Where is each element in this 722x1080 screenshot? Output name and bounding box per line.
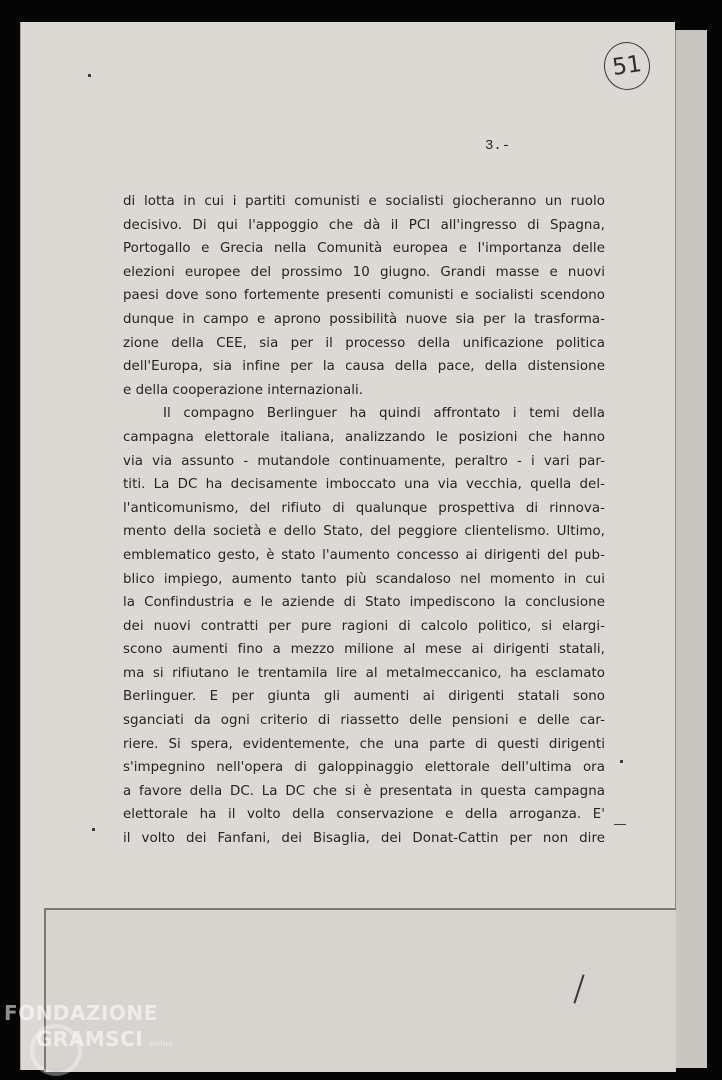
scan-speck [88,74,91,77]
text-line: dell'Europa, sia infine per la causa della pace, della distensione [123,359,605,375]
text-line: Portogallo e Grecia nella Comunità europea e l'importanza delle [123,241,605,257]
text-line: a favore della DC. La DC che si è presentata in questa campagna [123,783,605,799]
text-line: elettorale ha il volto della conservazione e della arroganza. E' [123,807,605,823]
text-line: mento della società e dello Stato, del peggiore clientelismo. Ultimo, [123,524,605,540]
text-line: via via assunto - mutandole continuamente, peraltro - i vari par- [123,453,605,469]
text-line: dei nuovi contratti per pure ragioni di calcolo politico, si elargi- [123,618,605,634]
page-number: 3.- [485,138,511,154]
text-line: zione della CEE, sia per il processo della unificazione politica [123,335,605,351]
watermark-line1: FONDAZIONE [4,1001,158,1025]
scan-speck [92,828,95,831]
text-line: scono aumenti fino a mezzo milione al mese ai dirigenti statali, [123,642,605,658]
folio-number: 51 [601,39,653,93]
paper-edge [674,30,707,1068]
watermark-line2-text: GRAMSCI [36,1027,144,1051]
text-line: la Confindustria e le aziende di Stato impediscono la conclusione [123,595,605,611]
text-line: emblematico gesto, è stato l'aumento concesso ai dirigenti del pub- [123,547,605,563]
text-line: s'impegnino nell'opera di galoppinaggio elettorale dell'ultima ora [123,760,605,776]
document-body [123,190,605,851]
text-line: elezioni europee del prossimo 10 giugno. Grandi masse e nuovi [123,264,605,280]
watermark-suffix: onlus [149,1039,174,1048]
text-line: titi. La DC ha decisamente imboccato una via vecchia, quella del- [123,477,605,493]
text-line: Il compagno Berlinguer ha quindi affrontato i temi della [163,406,605,422]
scan-speck [614,824,626,825]
text-line: Berlinguer. E per giunta gli aumenti ai dirigenti statali sono [123,689,605,705]
text-line: l'anticomunismo, del rifiuto di qualunque prospettiva di rinnova- [123,500,605,516]
text-line: blico impiego, aumento tanto più scandaloso nel momento in cui [123,571,605,587]
text-line: di lotta in cui i partiti comunisti e socialisti giocheranno un ruolo [123,194,605,209]
text-line: sganciati da ogni criterio di riassetto delle pensioni e delle car- [123,713,605,729]
text-line: paesi dove sono fortemente presenti comunisti e socialisti scendono [123,288,605,304]
watermark-line2 [4,1026,184,1057]
text-line: campagna elettorale italiana, analizzando le posizioni che hanno [123,429,605,445]
watermark [4,1000,184,1057]
text-line: riere. Si spera, evidentemente, che una parte di questi dirigenti [123,736,605,752]
text-line: ma si rifiutano le trentamila lire al metalmeccanico, ha esclamato [123,665,605,681]
scan-speck [620,760,623,763]
text-line: dunque in campo e aprono possibilità nuove sia per la trasforma- [123,311,605,327]
text-line: decisivo. Di qui l'appoggio che dà il PCI all'ingresso di Spagna, [123,217,605,233]
text-line: e della cooperazione internazionali. [123,382,364,398]
text-line: il volto dei Fanfani, dei Bisaglia, dei Donat-Cattin per non dire [123,831,605,847]
